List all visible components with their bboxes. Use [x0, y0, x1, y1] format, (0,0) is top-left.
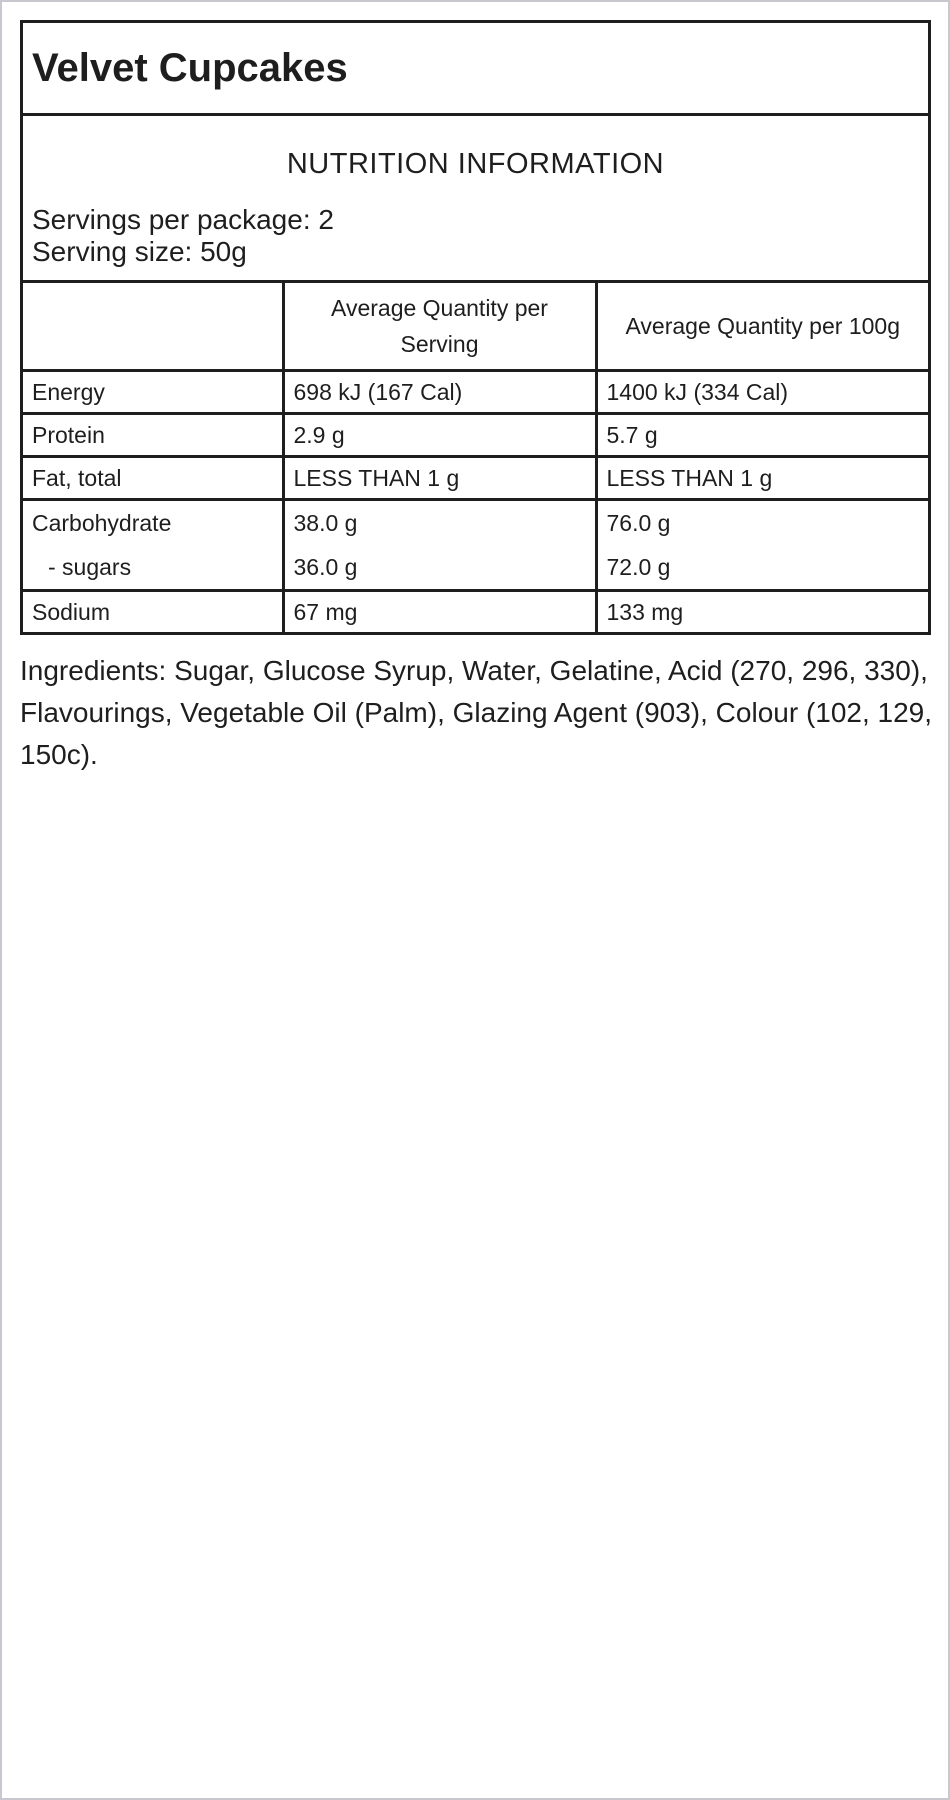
table-row-sodium: [23, 591, 928, 634]
per-serving-value: 38.0 g: [293, 510, 358, 536]
per-100g-value: 76.0 g: [606, 510, 671, 536]
table-header-row: [23, 283, 928, 371]
nutrient-label: Protein: [23, 414, 283, 457]
per-serving-value: 2.9 g: [283, 414, 596, 457]
per-100g-value: 72.0 g: [606, 554, 671, 580]
per-100g-value: LESS THAN 1 g: [596, 457, 928, 500]
per-serving-value: 698 kJ (167 Cal): [283, 371, 596, 414]
nutrition-table: [23, 283, 928, 635]
table-row-energy: [23, 371, 928, 414]
nutrition-header: [23, 116, 928, 283]
nutrient-label: Fat, total: [23, 457, 283, 500]
per-serving-value: 36.0 g: [293, 554, 358, 580]
per-100g-value: 1400 kJ (334 Cal): [596, 371, 928, 414]
header-blank-cell: [23, 283, 283, 371]
serving-info: [32, 204, 334, 268]
nutrient-label: Energy: [23, 371, 283, 414]
per-100g-value: 133 mg: [596, 591, 928, 634]
nutrition-heading: NUTRITION INFORMATION: [286, 148, 665, 180]
nutrient-label: Sodium: [23, 591, 283, 634]
per-100g-cell: [596, 500, 928, 591]
header-per-serving: Average Quantity per Serving: [283, 283, 596, 371]
table-row-protein: [23, 414, 928, 457]
per-serving-value: LESS THAN 1 g: [283, 457, 596, 500]
servings-per-package: Servings per package: 2: [32, 204, 334, 235]
nutrition-panel: [20, 20, 931, 635]
nutrient-sublabel: - sugars: [48, 554, 132, 580]
table-row-fat: [23, 457, 928, 500]
per-serving-cell: [283, 500, 596, 591]
ingredients-text: Ingredients: Sugar, Glucose Syrup, Water, Gelatine, Acid (270, 296, 330), Flavourings, Vegetable Oil (Palm), Glazing Agent (903), Colour (102, 129, 150c).: [20, 655, 933, 770]
product-title: Velvet Cupcakes: [23, 23, 928, 116]
nutrient-label: Carbohydrate: [32, 510, 172, 536]
per-100g-value: 5.7 g: [596, 414, 928, 457]
nutrient-label-cell: [23, 500, 283, 591]
serving-size: Serving size: 50g: [32, 236, 247, 267]
per-serving-value: 67 mg: [283, 591, 596, 634]
header-per-100g: Average Quantity per 100g: [596, 283, 928, 371]
table-row-carbohydrate: [23, 500, 928, 591]
